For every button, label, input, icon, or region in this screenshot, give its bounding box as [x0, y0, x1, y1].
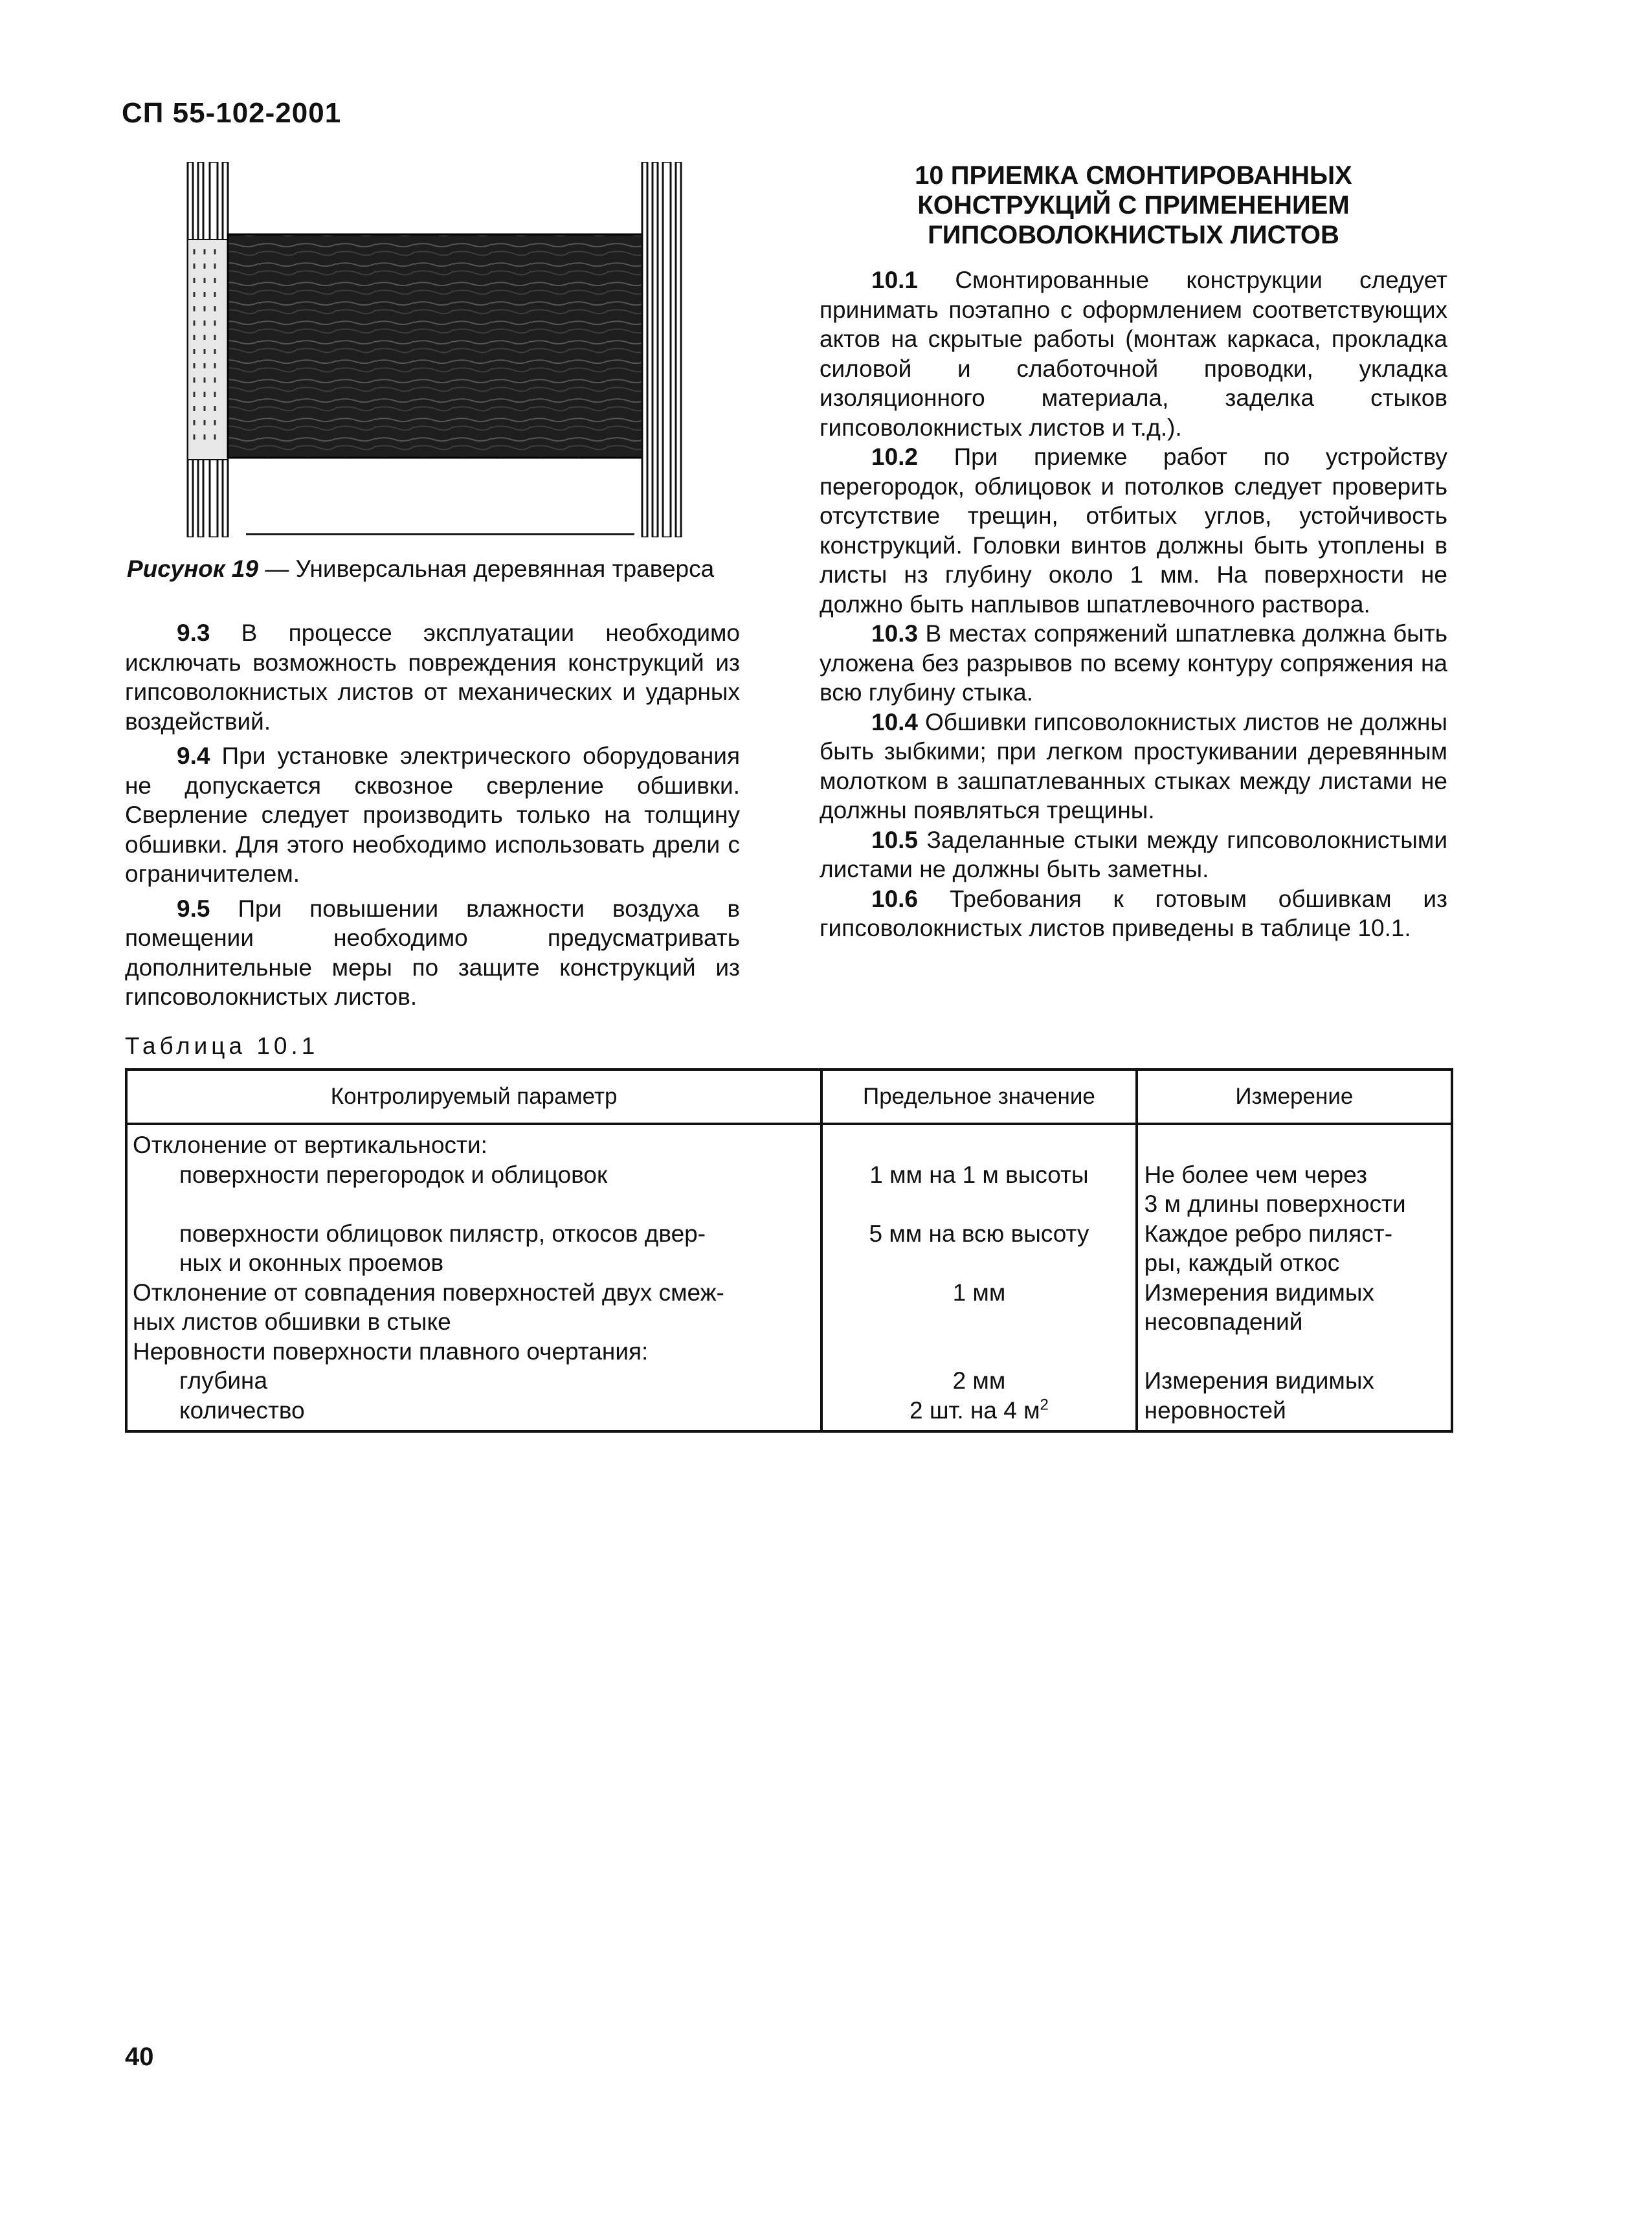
table-row	[126, 1124, 1452, 1431]
cell-line: Отклонение от вертикальности:	[133, 1132, 487, 1158]
cell-line: 3 м длины поверхности	[1144, 1191, 1406, 1217]
cell-line: 2 мм	[952, 1367, 1006, 1394]
cell-line: Измерения видимых	[1144, 1367, 1374, 1394]
section-heading	[820, 161, 1447, 250]
cell-line: 5 мм на всю высоту	[869, 1220, 1089, 1247]
cell-line: неровностей	[1144, 1396, 1286, 1424]
cell-line: глубина	[179, 1367, 268, 1394]
paragraph-number: 10.3	[871, 620, 919, 647]
count-value: 2 шт. на 4 м	[910, 1396, 1040, 1424]
paragraph-10-1	[820, 265, 1447, 442]
heading-line: КОНСТРУКЦИЙ С ПРИМЕНЕНИЕМ	[917, 191, 1350, 219]
paragraph-number: 9.5	[177, 895, 210, 922]
paragraph-9-3	[125, 618, 740, 736]
cell-line: поверхности перегородок и облицовок	[179, 1161, 608, 1188]
paragraph-number: 10.2	[871, 443, 919, 470]
paragraph-10-3	[820, 619, 1447, 708]
cell-line	[823, 1248, 1135, 1278]
paragraph-text: Обшивки гипсоволокнистых листов не должны быть зыбкими; при легком простукивании деревянным молотком в зашпатлеванных стыках между листами не должны появляться трещины.	[820, 708, 1447, 823]
table-label: Таблица 10.1	[125, 1033, 319, 1059]
cell-line: ных и оконных проемов	[179, 1249, 444, 1276]
paragraph-text: При приемке работ по устройству перегородок, облицовок и потолков следует проверить отсутствие трещин, отбитых углов, устойчивость конструкций. Головки винтов должны быть утоплены в листы нз глубину около 1 мм. На поверхности не должно быть наплывов шпатлевочного раствора.	[820, 443, 1447, 618]
paragraph-number: 9.3	[177, 620, 210, 646]
paragraph-10-6	[820, 884, 1447, 943]
cell-line	[1138, 1130, 1451, 1160]
page-number: 40	[125, 2043, 154, 2071]
paragraph-10-4	[820, 708, 1447, 825]
superscript: 2	[1040, 1396, 1049, 1414]
paragraph-text: В местах сопряжений шпатлевка должна быть уложена без разрывов по всему контуру сопряжения на всю глубину стыка.	[820, 620, 1447, 706]
requirements-table	[125, 1068, 1453, 1433]
figure-caption	[127, 555, 714, 583]
cell-line: несовпадений	[1144, 1308, 1303, 1335]
right-column	[820, 265, 1447, 943]
heading-line: ГИПСОВОЛОКНИСТЫХ ЛИСТОВ	[928, 221, 1339, 249]
paragraph-number: 10.4	[871, 708, 919, 735]
cell-line: ры, каждый откос	[1144, 1249, 1340, 1276]
paragraph-number: 10.5	[871, 826, 919, 853]
paragraph-9-4	[125, 741, 740, 889]
cell-line: Не более чем через	[1144, 1161, 1367, 1188]
paragraph-9-5	[125, 894, 740, 1012]
cell-line: 1 мм на 1 м высоты	[869, 1161, 1089, 1188]
left-column	[125, 618, 740, 1012]
paragraph-text: При повышении влажности воздуха в помещении необходимо предусматривать дополнительные меры по защите конструкций из гипсоволокнистых листов.	[125, 895, 740, 1010]
cell-line	[823, 1130, 1135, 1160]
paragraph-number: 10.6	[871, 885, 919, 912]
cell-line: 1 мм	[952, 1279, 1006, 1306]
figure-caption-label: Рисунок 19	[127, 555, 259, 582]
paragraph-10-5	[820, 825, 1447, 884]
paragraph-text: При установке электрического оборудования не допускается сквозное сверление обшивки. Сверление следует производить только на толщину обшивки. Для этого необходимо использовать дрели с ограничителем.	[125, 743, 740, 887]
table-header-row	[126, 1070, 1452, 1124]
cell-line	[128, 1189, 820, 1219]
paragraph-number: 9.4	[177, 743, 210, 769]
cell-line	[823, 1396, 1135, 1426]
cell-line	[823, 1189, 1135, 1219]
header-measurement: Измерение	[1137, 1070, 1452, 1124]
cell-line: Неровности поверхности плавного очертания:	[133, 1338, 649, 1365]
figure-caption-text: — Универсальная деревянная траверса	[258, 555, 715, 582]
heading-line: 10 ПРИЕМКА СМОНТИРОВАННЫХ	[915, 161, 1352, 190]
paragraph-10-2	[820, 442, 1447, 619]
limit-value-cell	[821, 1124, 1136, 1431]
cell-line	[823, 1337, 1135, 1367]
parameter-cell	[126, 1124, 821, 1431]
cell-line: ных листов обшивки в стыке	[133, 1308, 451, 1335]
figure-wooden-crossbar	[181, 162, 686, 537]
paragraph-text: В процессе эксплуатации необходимо исключать возможность повреждения конструкций из гипсоволокнистых листов от механических и ударных воздействий.	[125, 620, 740, 735]
document-code: СП 55-102-2001	[122, 97, 342, 129]
cell-line: Каждое ребро пиляст-	[1144, 1220, 1393, 1247]
cell-line	[1138, 1337, 1451, 1367]
header-parameter: Контролируемый параметр	[126, 1070, 821, 1124]
cell-line: поверхности облицовок пилястр, откосов двер-	[179, 1220, 706, 1247]
cell-line: Отклонение от совпадения поверхностей двух смеж-	[133, 1279, 724, 1306]
cell-line: количество	[179, 1396, 305, 1424]
paragraph-number: 10.1	[871, 267, 919, 293]
crossbar-drawing	[181, 162, 686, 537]
cell-line	[823, 1307, 1135, 1337]
cell-line: Измерения видимых	[1144, 1279, 1374, 1306]
header-limit-value: Предельное значение	[821, 1070, 1136, 1124]
paragraph-text: Смонтированные конструкции следует принимать поэтапно с оформлением соответствующих актов на скрытые работы (монтаж каркаса, прокладка силовой и слаботочной проводки, укладка изоляционного материала, заделка стыков гипсоволокнистых листов и т.д.).	[820, 267, 1447, 441]
paragraph-text: Требования к готовым обшивкам из гипсоволокнистых листов приведены в таблице 10.1.	[820, 885, 1447, 941]
measurement-cell	[1137, 1124, 1452, 1431]
paragraph-text: Заделанные стыки между гипсоволокнистыми листами не должны быть заметны.	[820, 826, 1447, 882]
